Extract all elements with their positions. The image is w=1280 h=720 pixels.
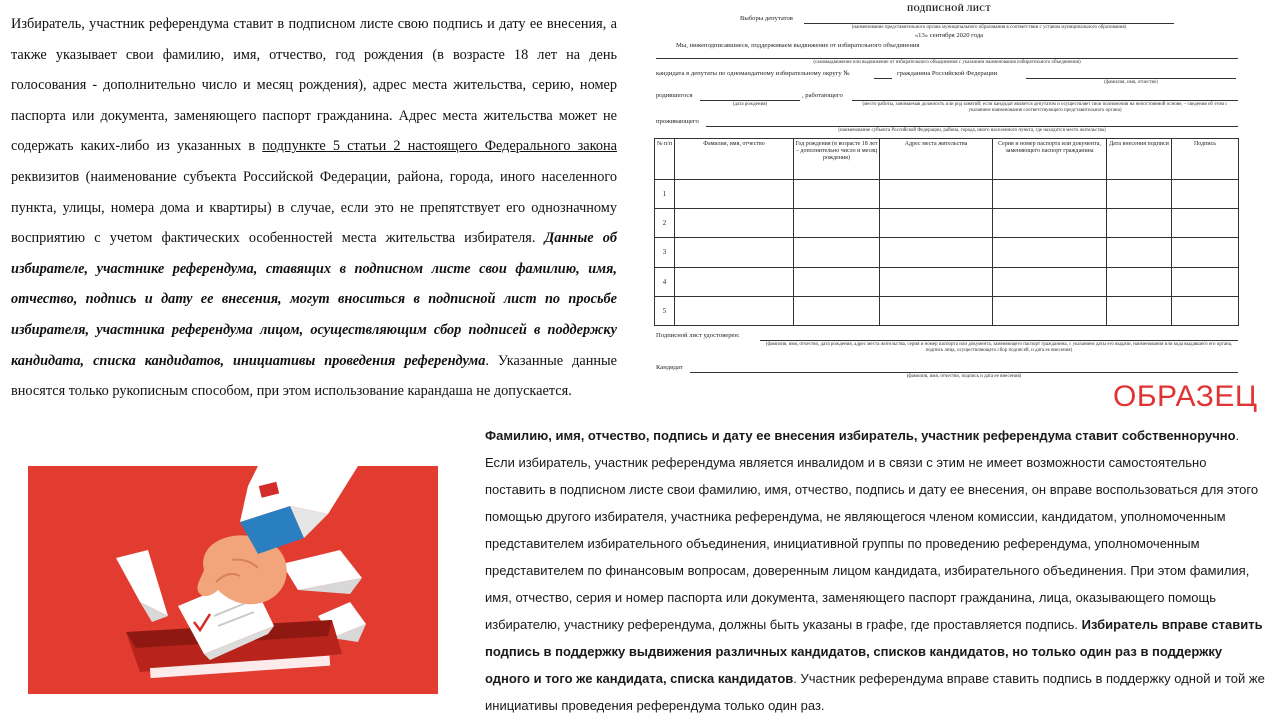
form-elections-hint: (наименование представительного органа муниципального образования в соответствии с уставом муниципального образования) bbox=[851, 25, 1127, 30]
multiple-candidates-rule: Избиратель вправе ставить подпись в поддержку выдвижения различных кандидатов, списков кандидатов, но только один раз в поддержку одного и того же кандидата, списка кандидатов bbox=[485, 617, 1263, 686]
row-number: 5 bbox=[655, 296, 675, 325]
form-date-line: «13» сентября 2020 года bbox=[914, 32, 984, 39]
form-candidate-label: кандидата в депутаты по одномандатному избирательному округу № bbox=[656, 70, 850, 77]
form-certified-hint: (фамилия, имя, отчество, дата рождения, адрес места жительства, серия и номер паспорта или документа, заменяющего паспорт гражданина, с указанием даты его выдачи, наименования или кода выдавшего его органа, подпись лица, осуществляющего сбор подписей, и дата ее внесения) bbox=[765, 342, 1233, 353]
form-title: ПОДПИСНОЙ ЛИСТ bbox=[907, 4, 991, 13]
col-header-birth-year: Год рождения (в возрасте 18 лет – дополнительно число и месяц рождения) bbox=[794, 139, 880, 180]
table-row bbox=[655, 180, 1239, 209]
form-works-hint: (место работы, занимаемая должность или род занятий; если кандидат является депутатом и осуществляет свои полномочия на непостоянной основе, – сведения об этом с указанием наименования соответствующего представительного органа) bbox=[862, 102, 1228, 113]
row-number: 3 bbox=[655, 238, 675, 267]
form-lives-label: проживающего bbox=[656, 118, 699, 125]
legal-paragraph-3: . Указанные данные вносятся только рукописным способом, при этом использование карандаша не допускается. bbox=[11, 352, 617, 400]
form-district-line bbox=[874, 78, 892, 79]
row-number: 4 bbox=[655, 267, 675, 296]
explanation-text-right bbox=[485, 422, 1267, 719]
form-elections-label: Выборы депутатов bbox=[740, 15, 793, 22]
form-party-line bbox=[656, 58, 1238, 59]
form-works-line bbox=[852, 100, 1238, 101]
form-works-label: , работающего bbox=[802, 92, 843, 99]
form-party-hint: (самовыдвижение или выдвижение от избирательного объединения с указанием наименования избирательного объединения) bbox=[813, 60, 1081, 65]
table-row bbox=[655, 238, 1239, 267]
form-certified-line bbox=[760, 340, 1238, 341]
legal-paragraph-1: Избиратель, участник референдума ставит в подписном листе свою подпись и дату ее внесения, а также указывает свои фамилию, имя, отчество, год рождения (в возрасте 18 лет на день голосования - дополнительно число и месяц рождения), адрес места жительства, серию, номер паспорта или документа, заменяющего паспорт гражданина. Адрес места жительства может не содержать каких-либо из указанных в bbox=[11, 16, 617, 155]
form-certified-label: Подписной лист удостоверен: bbox=[656, 332, 740, 339]
form-candidate-sign-hint: (фамилия, имя, отчество, подпись и дата ее внесения) bbox=[906, 374, 1022, 379]
form-fio-line bbox=[1026, 78, 1236, 79]
legal-text-left bbox=[11, 9, 617, 407]
legal-paragraph-2: реквизитов (наименование субъекта Российской Федерации, района, города, иного населенного пункта, улицы, номера дома и квартиры) в случае, если это не препятствует его однозначному восприятию с учетом фактических особенностей места жительства избирателя. bbox=[11, 168, 617, 247]
col-header-number: № п/п bbox=[655, 139, 675, 180]
col-header-address: Адрес места жительства bbox=[880, 139, 993, 180]
form-we-support: Мы, нижеподписавшиеся, поддерживаем выдвижение от избирательного объединения bbox=[676, 42, 920, 49]
row-number: 1 bbox=[655, 180, 675, 209]
legal-bold-italic-note: Данные об избирателе, участнике референдума, ставящих в подписном листе свои фамилию, имя, отчество, подпись и дату ее внесения, могут вноситься в подписной лист по просьбе избирателя, участника референдума лицом, осуществляющим сбор подписей в поддержку кандидата, списка кандидатов, инициативы проведения референдума bbox=[11, 230, 617, 369]
table-row bbox=[655, 209, 1239, 238]
form-elections-line bbox=[804, 23, 1174, 24]
form-lives-line bbox=[706, 126, 1238, 127]
ballot-hand-icon bbox=[28, 466, 438, 694]
col-header-sign-date: Дата внесения подписи bbox=[1107, 139, 1172, 180]
table-row bbox=[655, 296, 1239, 325]
signature-sheet-sample bbox=[654, 4, 1244, 382]
signature-table bbox=[654, 138, 1239, 326]
law-reference-link[interactable]: подпункте 5 статьи 2 настоящего Федерального закона bbox=[262, 138, 617, 155]
form-candidate-sign-line bbox=[690, 372, 1238, 373]
ballot-box-illustration bbox=[28, 466, 438, 694]
row-number: 2 bbox=[655, 209, 675, 238]
form-born-line bbox=[700, 100, 800, 101]
self-sign-rule-dot: . bbox=[1235, 428, 1240, 443]
form-candidate-sign-label: Кандидат bbox=[656, 364, 683, 371]
col-header-fio: Фамилия, имя, отчество bbox=[675, 139, 794, 180]
form-born-hint: (дата рождения) bbox=[732, 102, 768, 107]
signature-table-header bbox=[655, 139, 1239, 180]
form-lives-hint: (наименование субъекта Российской Федерации, района, города, иного населенного пункта, где находится место жительства) bbox=[838, 128, 1106, 133]
col-header-signature: Подпись bbox=[1172, 139, 1239, 180]
referendum-once-paragraph: . Участник референдума вправе ставить подпись в поддержку одной и той же инициативы проведения референдума только один раз. bbox=[485, 671, 1265, 713]
sample-stamp: ОБРАЗЕЦ bbox=[1113, 380, 1258, 413]
disabled-voter-paragraph: Если избиратель, участник референдума является инвалидом и в связи с этим не имеет возможности самостоятельно поставить в подписном листе свои фамилию, имя, отчество, подпись и дату ее внесения, он вправе воспользоваться для этого помощью другого избирателя, участника референдума, не являющегося членом комиссии, кандидатом, уполномоченным представителем избирательного объединения, инициативной группы по проведению референдума, уполномоченным представителем по финансовым вопросам, доверенным лицом кандидата, избирательного объединения. При этом фамилия, имя, отчество, серия и номер паспорта или документа, заменяющего паспорт гражданина, лица, оказывающего помощь избирателю, участнику референдума, должны быть указаны в графе, где проставляется подпись. bbox=[485, 455, 1259, 632]
form-citizen-label: гражданина Российской Федерации bbox=[897, 70, 998, 77]
form-fio-hint: (фамилия, имя, отчество) bbox=[1104, 80, 1158, 85]
form-born-label: родившегося bbox=[656, 92, 693, 99]
self-sign-rule: Фамилию, имя, отчество, подпись и дату ее внесения избиратель, участник референдума ставит собственноручно bbox=[485, 428, 1236, 443]
col-header-passport: Серия и номер паспорта или документа, заменяющего паспорт гражданина bbox=[993, 139, 1107, 180]
table-row bbox=[655, 267, 1239, 296]
